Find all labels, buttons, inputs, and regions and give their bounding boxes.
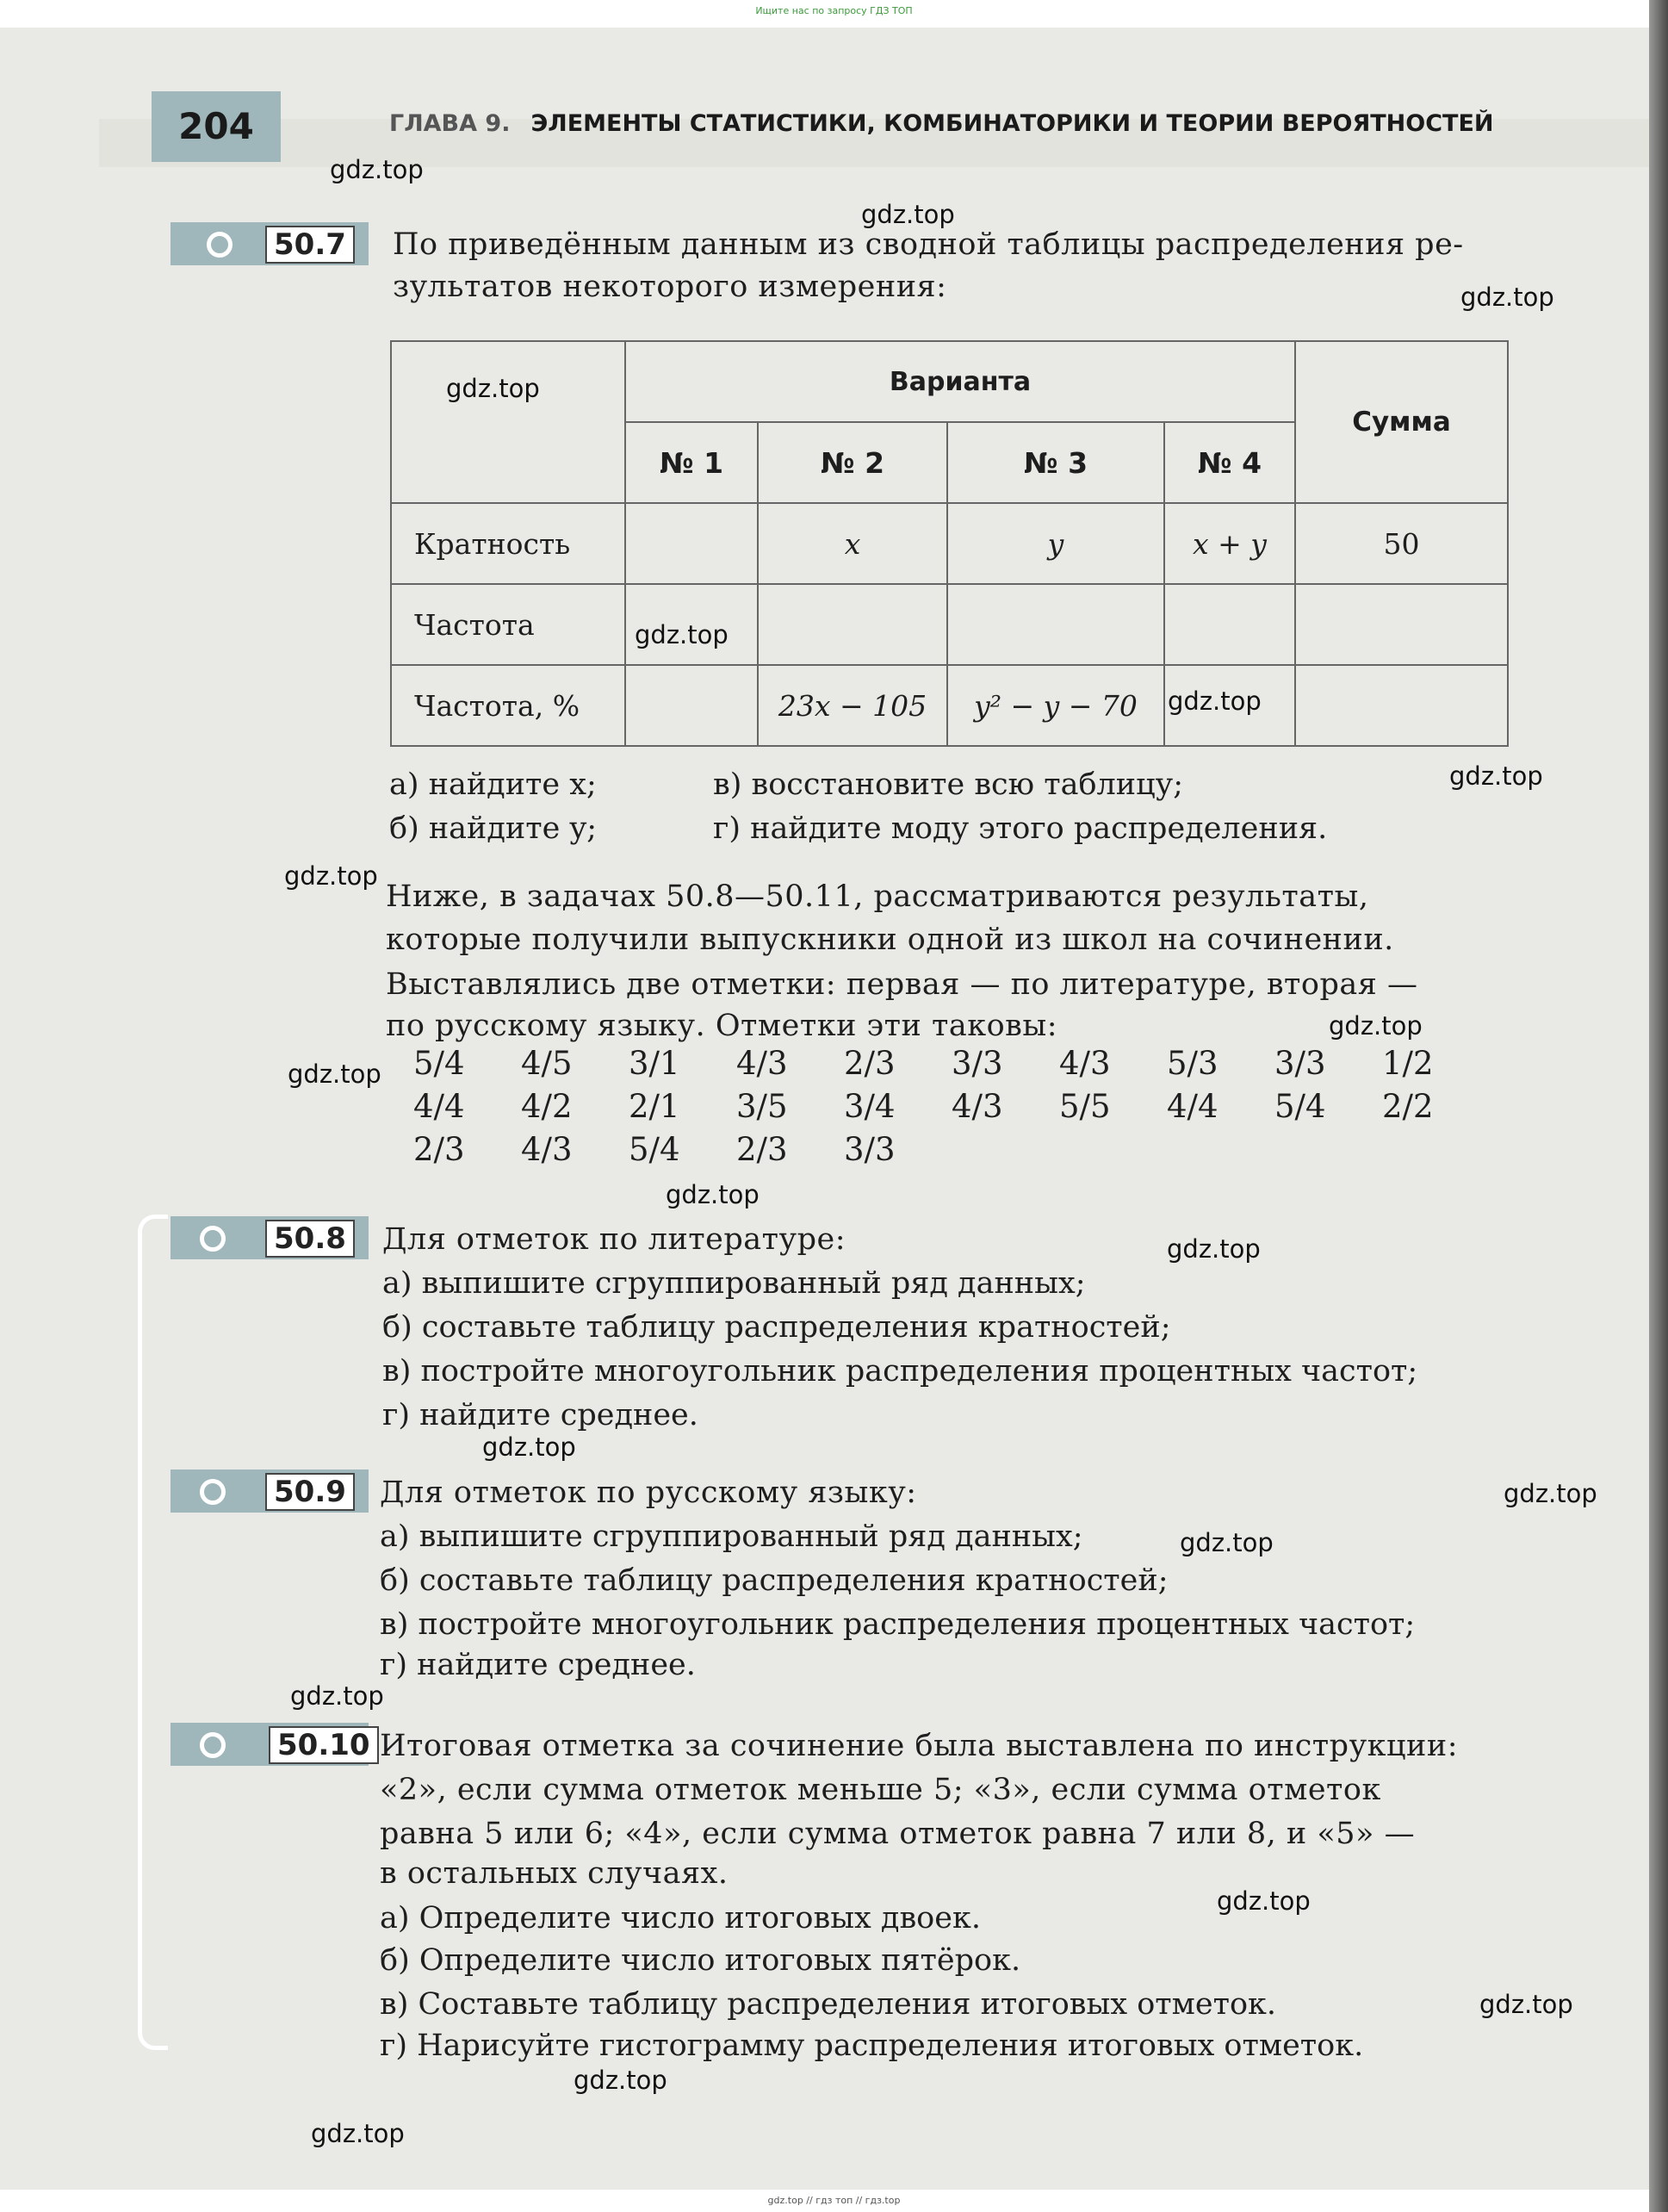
table-cell: 23x − 105 bbox=[758, 665, 947, 746]
task-item: а) выпишите сгруппированный ряд данных; bbox=[382, 1266, 1086, 1301]
mark-pair: 3/1 bbox=[629, 1045, 680, 1082]
watermark: gdz.top bbox=[1479, 1990, 1573, 2019]
table-cell: x + y bbox=[1164, 503, 1295, 584]
task-item: а) выпишите сгруппированный ряд данных; bbox=[380, 1519, 1083, 1554]
problem-group-bracket bbox=[138, 1215, 168, 2050]
table-corner-cell bbox=[391, 341, 625, 503]
table-header: № 2 bbox=[758, 422, 947, 503]
watermark: gdz.top bbox=[1460, 283, 1554, 312]
watermark: gdz.top bbox=[1504, 1479, 1597, 1508]
row-label: Частота bbox=[391, 584, 625, 665]
table-cell bbox=[625, 584, 758, 665]
task-item: а) найдите x; bbox=[389, 767, 597, 802]
watermark: gdz.top bbox=[1180, 1528, 1274, 1557]
mark-pair: 5/4 bbox=[413, 1045, 465, 1082]
table-cell: x bbox=[758, 503, 947, 584]
mark-pair: 4/3 bbox=[736, 1045, 788, 1082]
mark-pair: 4/3 bbox=[952, 1088, 1003, 1125]
problem-text: По приведённым данным из сводной таблицы распределения ре- bbox=[393, 227, 1464, 262]
problem-text: Итоговая отметка за сочинение была выставлена по инструкции: bbox=[380, 1729, 1458, 1763]
problem-text: зультатов некоторого измерения: bbox=[393, 270, 947, 304]
bottom-banner: gdz.top // гдз топ // гдз.top bbox=[767, 2195, 901, 2206]
task-item: в) Составьте таблицу распределения итоговых отметок. bbox=[380, 1987, 1277, 2022]
watermark: gdz.top bbox=[1217, 1886, 1311, 1916]
mark-pair: 3/3 bbox=[952, 1045, 1003, 1082]
marks-row bbox=[413, 1128, 1490, 1171]
table-row bbox=[391, 584, 1508, 665]
mark-pair: 3/3 bbox=[844, 1131, 896, 1168]
table-header: № 4 bbox=[1164, 422, 1295, 503]
mark-pair: 2/1 bbox=[629, 1088, 680, 1125]
problem-50-8-header bbox=[171, 1216, 369, 1259]
circle-icon bbox=[200, 1479, 226, 1505]
task-item: б) Определите число итоговых пятёрок. bbox=[380, 1943, 1021, 1978]
chapter-title bbox=[389, 110, 1494, 137]
problem-text: Для отметок по русскому языку: bbox=[380, 1476, 917, 1510]
problem-text: в остальных случаях. bbox=[380, 1856, 729, 1891]
table-cell: y bbox=[947, 503, 1164, 584]
table-header-sum: Сумма bbox=[1295, 341, 1508, 503]
watermark: gdz.top bbox=[861, 200, 955, 229]
page-number: 204 bbox=[152, 91, 281, 162]
top-banner: Ищите нас по запросу ГДЗ ТОП bbox=[755, 5, 913, 16]
mark-pair: 4/3 bbox=[1059, 1045, 1111, 1082]
mark-pair: 2/2 bbox=[1382, 1088, 1434, 1125]
table-cell bbox=[1164, 584, 1295, 665]
table-header: № 3 bbox=[947, 422, 1164, 503]
problem-number: 50.7 bbox=[265, 226, 355, 264]
chapter-name: ЭЛЕМЕНТЫ СТАТИСТИКИ, КОМБИНАТОРИКИ И ТЕОРИИ ВЕРОЯТНОСТЕЙ bbox=[530, 110, 1494, 137]
watermark: gdz.top bbox=[311, 2119, 405, 2148]
row-label: Частота, % bbox=[391, 665, 625, 746]
watermark: gdz.top bbox=[1168, 687, 1262, 716]
task-item: б) составьте таблицу распределения кратностей; bbox=[382, 1310, 1171, 1345]
mark-pair: 1/2 bbox=[1382, 1045, 1434, 1082]
watermark: gdz.top bbox=[666, 1180, 760, 1209]
problem-number: 50.9 bbox=[265, 1473, 355, 1511]
task-item: а) Определите число итоговых двоек. bbox=[380, 1901, 981, 1936]
table-cell bbox=[1164, 665, 1295, 746]
marks-row bbox=[413, 1042, 1490, 1085]
mark-pair: 5/4 bbox=[629, 1131, 680, 1168]
mark-pair: 3/5 bbox=[736, 1088, 788, 1125]
circle-icon bbox=[207, 232, 233, 258]
intro-text: которые получили выпускники одной из школ на сочинении. bbox=[386, 923, 1394, 957]
chapter-label: ГЛАВА 9. bbox=[389, 110, 511, 137]
watermark: gdz.top bbox=[1449, 761, 1543, 791]
task-item: в) восстановите всю таблицу; bbox=[713, 767, 1183, 802]
intro-text: Выставлялись две отметки: первая — по литературе, вторая — bbox=[386, 967, 1418, 1002]
table-cell: 50 bbox=[1295, 503, 1508, 584]
problem-text: равна 5 или 6; «4», если сумма отметок равна 7 или 8, и «5» — bbox=[380, 1817, 1416, 1851]
row-label: Кратность bbox=[391, 503, 625, 584]
watermark: gdz.top bbox=[284, 861, 378, 891]
table-cell bbox=[758, 584, 947, 665]
intro-text: Ниже, в задачах 50.8—50.11, рассматриваются результаты, bbox=[386, 879, 1369, 914]
watermark: gdz.top bbox=[574, 2066, 667, 2095]
table-header-variant: Варианта bbox=[625, 341, 1295, 422]
table-cell bbox=[947, 584, 1164, 665]
problem-50-10-header bbox=[171, 1723, 369, 1766]
task-item: г) найдите моду этого распределения. bbox=[713, 811, 1328, 846]
task-item: г) Нарисуйте гистограмму распределения итоговых отметок. bbox=[380, 2029, 1364, 2063]
task-item: в) постройте многоугольник распределения процентных частот; bbox=[382, 1354, 1418, 1389]
task-item: б) найдите y; bbox=[389, 811, 598, 846]
table-row bbox=[391, 503, 1508, 584]
mark-pair: 5/5 bbox=[1059, 1088, 1111, 1125]
problem-text: Для отметок по литературе: bbox=[382, 1222, 846, 1257]
page-gutter bbox=[1649, 0, 1668, 2212]
circle-icon bbox=[200, 1226, 226, 1252]
table-row bbox=[391, 665, 1508, 746]
mark-pair: 2/3 bbox=[413, 1131, 465, 1168]
intro-text: по русскому языку. Отметки эти таковы: bbox=[386, 1009, 1057, 1043]
problem-50-9-header bbox=[171, 1469, 369, 1513]
mark-pair: 3/3 bbox=[1274, 1045, 1326, 1082]
watermark: gdz.top bbox=[1167, 1234, 1261, 1264]
task-item: г) найдите среднее. bbox=[382, 1398, 698, 1432]
table-cell: y² − y − 70 bbox=[947, 665, 1164, 746]
problem-number: 50.10 bbox=[269, 1726, 379, 1764]
task-item: в) постройте многоугольник распределения процентных частот; bbox=[380, 1607, 1416, 1642]
table-cell bbox=[625, 503, 758, 584]
mark-pair: 5/4 bbox=[1274, 1088, 1326, 1125]
problem-text: «2», если сумма отметок меньше 5; «3», если сумма отметок bbox=[380, 1773, 1381, 1807]
watermark: gdz.top bbox=[288, 1059, 381, 1089]
watermark: gdz.top bbox=[290, 1681, 384, 1711]
watermark: gdz.top bbox=[1329, 1011, 1423, 1041]
task-item: г) найдите среднее. bbox=[380, 1648, 696, 1682]
mark-pair: 4/4 bbox=[1167, 1088, 1218, 1125]
mark-pair: 2/3 bbox=[844, 1045, 896, 1082]
marks-grid bbox=[413, 1042, 1490, 1171]
marks-row bbox=[413, 1085, 1490, 1128]
circle-icon bbox=[200, 1732, 226, 1758]
problem-number: 50.8 bbox=[265, 1220, 355, 1258]
watermark: gdz.top bbox=[446, 374, 540, 403]
table-header: № 1 bbox=[625, 422, 758, 503]
mark-pair: 3/4 bbox=[844, 1088, 896, 1125]
watermark: gdz.top bbox=[482, 1432, 576, 1462]
distribution-table bbox=[390, 340, 1509, 747]
watermark: gdz.top bbox=[635, 620, 729, 649]
problem-50-7-header bbox=[171, 222, 369, 265]
mark-pair: 4/4 bbox=[413, 1088, 465, 1125]
watermark: gdz.top bbox=[330, 155, 424, 184]
mark-pair: 4/3 bbox=[521, 1131, 573, 1168]
table-cell bbox=[625, 665, 758, 746]
task-item: б) составьте таблицу распределения кратностей; bbox=[380, 1563, 1169, 1598]
table-cell bbox=[1295, 584, 1508, 665]
mark-pair: 2/3 bbox=[736, 1131, 788, 1168]
mark-pair: 5/3 bbox=[1167, 1045, 1218, 1082]
mark-pair: 4/5 bbox=[521, 1045, 573, 1082]
mark-pair: 4/2 bbox=[521, 1088, 573, 1125]
table-cell bbox=[1295, 665, 1508, 746]
